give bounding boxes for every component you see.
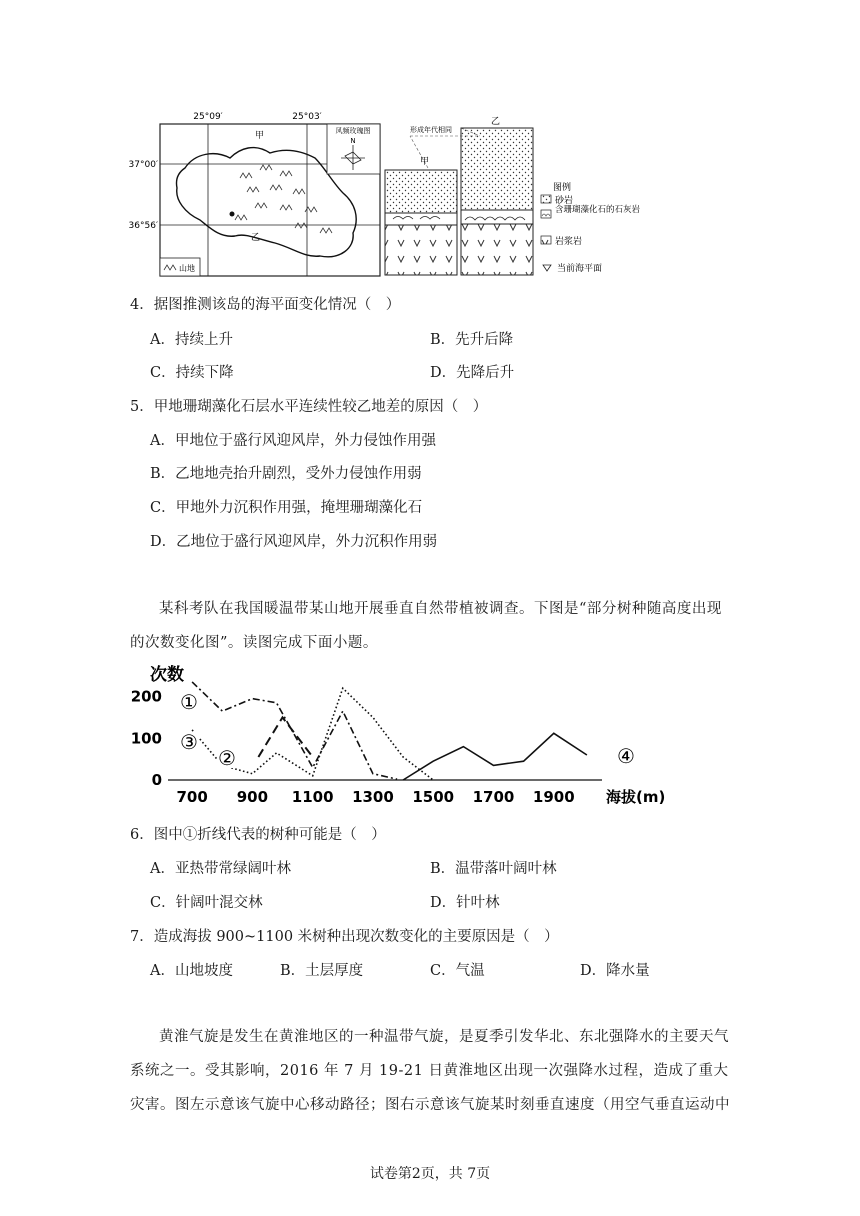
profile-label-b: 乙 <box>491 117 501 127</box>
page-footer: 试卷第2页，共 7页 <box>369 1166 491 1182</box>
profile-legend-title: 图例 <box>553 183 572 193</box>
q6-option-c[interactable]: C．针阔叶混交林 <box>150 895 263 911</box>
q7-stem: 7．造成海拔 900~1100 米树种出现次数变化的主要原因是（ ） <box>130 929 559 945</box>
map-label-a: 甲 <box>255 131 265 141</box>
x-tick-label: 1900 <box>532 788 575 806</box>
column-b <box>461 128 533 275</box>
q5-option-d[interactable]: D．乙地位于盛行风迎风岸，外力沉积作用弱 <box>150 534 438 550</box>
map-legend-label: 山地 <box>179 264 195 273</box>
q6-option-b[interactable]: B．温带落叶阔叶林 <box>430 861 557 877</box>
x-tick-label: 1300 <box>352 788 394 806</box>
series-line-4 <box>403 733 587 780</box>
series-label-2: ② <box>218 746 236 770</box>
profile-label-a: 甲 <box>420 157 430 167</box>
q5-option-a[interactable]: A．甲地位于盛行风迎风岸，外力侵蚀作用强 <box>150 433 436 449</box>
x-tick-label: 700 <box>176 788 208 806</box>
y-tick-label: 200 <box>130 687 162 706</box>
series-label-3: ③ <box>180 730 198 754</box>
lon-label-2: 25°03′ <box>292 112 322 122</box>
x-tick-label: 1500 <box>412 788 455 806</box>
q6-option-d[interactable]: D．针叶林 <box>430 895 500 911</box>
passage-cyclone: 黄淮气旋是发生在黄淮地区的一种温带气旋，是夏季引发华北、东北强降水的主要天气系统之一。受其影响，2016 年 7 月 19-21 日黄淮地区出现一次强降水过程，造成了重大灾害。图左示意该气旋中心移动路径；图右示意该气旋某时刻垂直速度（用空气垂直运动中 <box>130 1029 730 1113</box>
q4-option-c[interactable]: C．持续下降 <box>150 365 234 381</box>
site-marker-a <box>230 212 235 217</box>
north-label: N <box>350 137 356 145</box>
y-tick-label: 100 <box>130 729 162 748</box>
lon-label-1: 25°09′ <box>193 112 223 122</box>
q7-option-b[interactable]: B．土层厚度 <box>280 963 364 979</box>
q5-option-b[interactable]: B．乙地地壳抬升剧烈，受外力侵蚀作用弱 <box>150 466 422 482</box>
profile-note: 形成年代相同 <box>410 126 452 134</box>
y-tick-label: 0 <box>151 771 162 789</box>
q7-option-c[interactable]: C．气温 <box>430 963 485 979</box>
q7-option-a[interactable]: A．山地坡度 <box>150 963 233 979</box>
passage-vegetation: 某科考队在我国暖温带某山地开展垂直自然带植被调查。下图是“部分树种随高度出现的次数变化图”。读图完成下面小题。 <box>130 601 722 651</box>
q5-stem: 5．甲地珊瑚藻化石层水平连续性较乙地差的原因（ ） <box>130 399 488 415</box>
q5-option-c[interactable]: C．甲地外力沉积作用强，掩埋珊瑚藻化石 <box>150 500 423 516</box>
q6-option-a[interactable]: A．亚热带常绿阔叶林 <box>150 861 291 877</box>
series-label-1: ① <box>180 690 198 714</box>
chart-ylabel: 次数 <box>150 665 184 685</box>
column-a <box>385 170 457 275</box>
q7-option-d[interactable]: D．降水量 <box>580 963 650 979</box>
lat-label-1: 37°00′ <box>128 160 158 170</box>
legend-magmatic: 岩浆岩 <box>555 237 583 247</box>
series-line-2 <box>258 717 312 757</box>
q6-stem: 6．图中①折线代表的树种可能是（ ） <box>130 827 386 843</box>
tree-occurrence-chart <box>130 664 670 814</box>
mountain-symbols <box>235 165 332 233</box>
x-tick-label: 1100 <box>291 788 334 806</box>
q4-option-b[interactable]: B．先升后降 <box>430 332 514 348</box>
q4-stem: 4．据图推测该岛的海平面变化情况（ ） <box>130 297 401 313</box>
legend-sandstone: 砂岩 <box>555 196 574 206</box>
map-label-b: 乙 <box>251 233 261 243</box>
q4-option-d[interactable]: D．先降后升 <box>430 365 515 381</box>
figure-island-map-and-profile <box>128 108 665 278</box>
legend-limestone: 含珊瑚藻化石的石灰岩 <box>555 205 641 215</box>
q4-option-a[interactable]: A．持续上升 <box>150 332 233 348</box>
x-tick-label: 900 <box>236 788 269 806</box>
wind-rose-title: 风频玫瑰图 <box>335 127 371 135</box>
series-label-4: ④ <box>617 744 635 768</box>
chart-xlabel: 海拔(m) <box>606 788 666 806</box>
legend-sea-level: 当前海平面 <box>557 264 603 274</box>
lat-label-2: 36°56′ <box>128 221 158 231</box>
x-tick-label: 1700 <box>472 788 515 806</box>
